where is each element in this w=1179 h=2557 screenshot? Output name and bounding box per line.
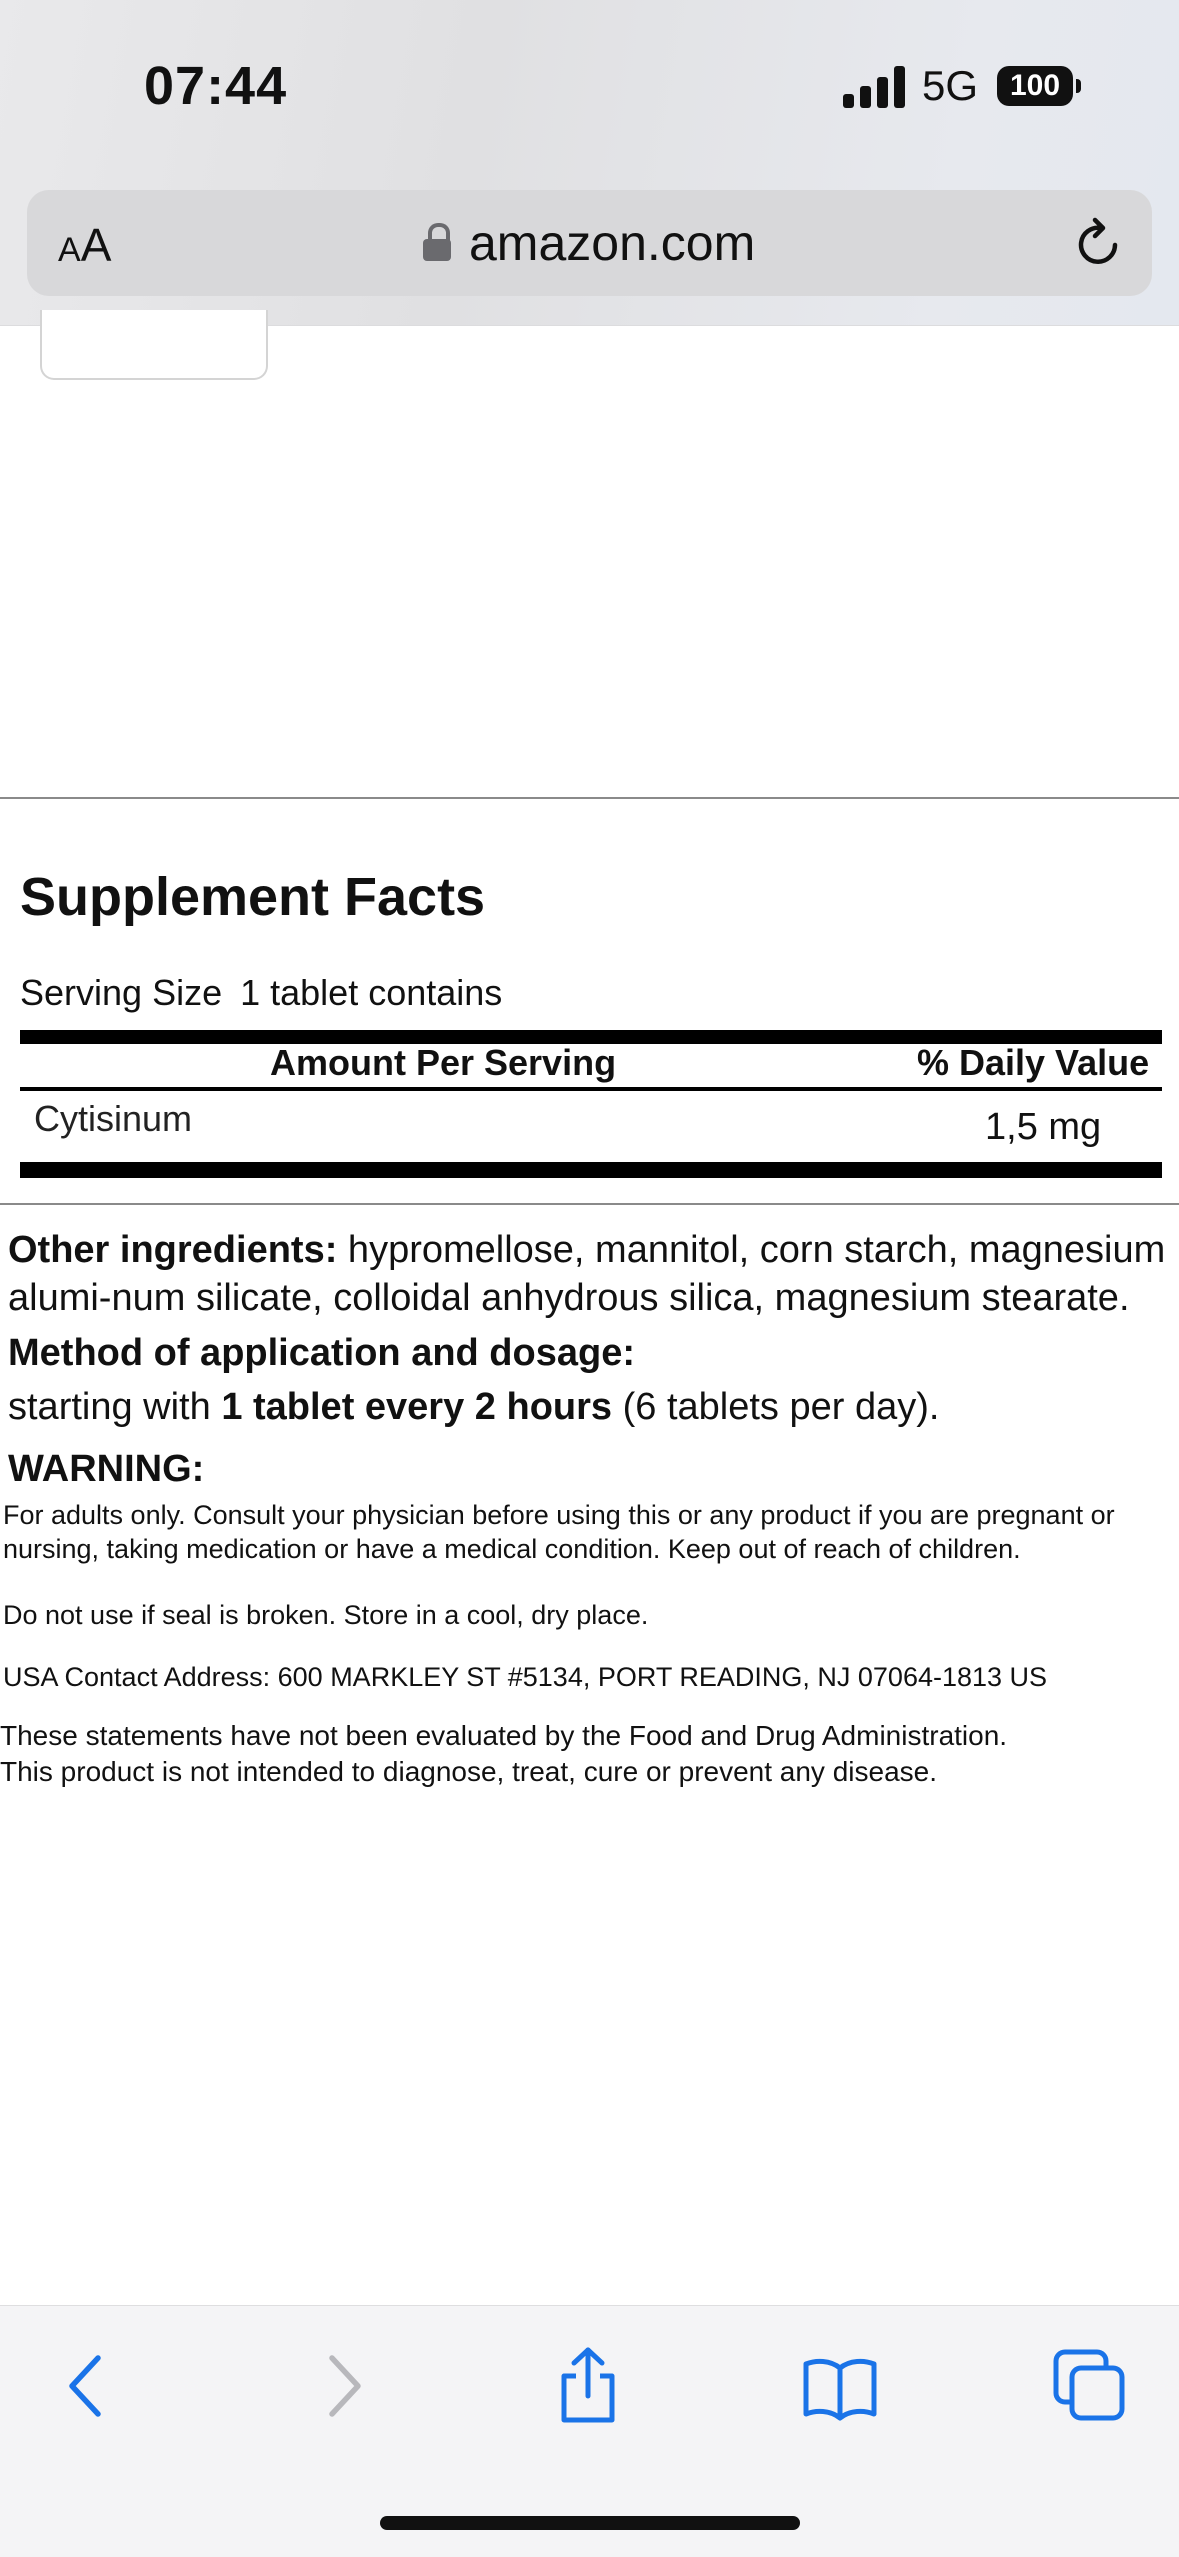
- bookmarks-icon[interactable]: [800, 2346, 880, 2426]
- seal-text: Do not use if seal is broken. Store in a cool, dry place.: [3, 1600, 649, 1630]
- column-header-amount: Amount Per Serving: [270, 1042, 617, 1083]
- image-top-border: [0, 797, 1179, 799]
- facts-divider-bottom: [20, 1162, 1162, 1178]
- other-ingredients: [8, 1226, 1173, 1322]
- facts-divider-thin: [20, 1087, 1162, 1091]
- url-text[interactable]: amazon.com: [469, 215, 756, 271]
- network-type: 5G: [922, 62, 979, 109]
- ingredient-amount: 1,5 mg: [985, 1106, 1102, 1148]
- fda-statement-line-1: These statements have not been evaluated by the Food and Drug Administration.: [0, 1720, 1008, 1751]
- warning-heading: WARNING:: [8, 1448, 205, 1490]
- cellular-signal-icon: [843, 66, 905, 108]
- other-ingredients-text: hypromellose, mannitol, corn starch, magnesium alumi-num silicate, colloidal anhydrous silica, magnesium stearate.: [8, 1229, 1166, 1319]
- status-time: 07:44: [144, 56, 288, 116]
- column-header-daily-value: % Daily Value: [917, 1042, 1150, 1083]
- ingredient-name: Cytisinum: [34, 1098, 193, 1139]
- dosage-text: starting with 1 tablet every 2 hours (6 tablets per day).: [8, 1386, 940, 1428]
- warning-text: For adults only. Consult your physician before using this or any product if you are pregnant or nursing, taking medication or have a medical condition. Keep out of reach of children.: [3, 1500, 1115, 1564]
- method-heading: Method of application and dosage:: [8, 1332, 635, 1374]
- text-size-button[interactable]: AA: [58, 219, 112, 271]
- other-ingredients-label: Other ingredients:: [8, 1229, 338, 1271]
- battery-tip: [1076, 79, 1081, 93]
- serving-size-label: Serving Size: [20, 972, 223, 1013]
- image-thumbnail-frame[interactable]: [40, 310, 268, 380]
- reload-icon[interactable]: [1071, 215, 1127, 271]
- contact-address: USA Contact Address: 600 MARKLEY ST #5134, PORT READING, NJ 07064-1813 US: [3, 1662, 1048, 1692]
- back-icon[interactable]: [48, 2346, 128, 2426]
- serving-size-value: 1 tablet contains: [240, 972, 503, 1013]
- fda-statement-line-2: This product is not intended to diagnose, treat, cure or prevent any disease.: [0, 1756, 938, 1787]
- supplement-facts-title: Supplement Facts: [20, 867, 486, 927]
- lock-icon: [423, 223, 451, 263]
- fda-statement: [0, 1718, 1007, 1790]
- image-bottom-border: [0, 1203, 1179, 1205]
- address-bar[interactable]: [27, 190, 1152, 296]
- share-icon[interactable]: [548, 2346, 628, 2426]
- battery-icon: 100: [997, 66, 1073, 106]
- tabs-icon[interactable]: [1050, 2346, 1130, 2426]
- home-indicator[interactable]: [380, 2516, 800, 2530]
- serving-size: [20, 972, 502, 1014]
- browser-top-bar: [0, 0, 1179, 326]
- forward-icon[interactable]: [302, 2346, 382, 2426]
